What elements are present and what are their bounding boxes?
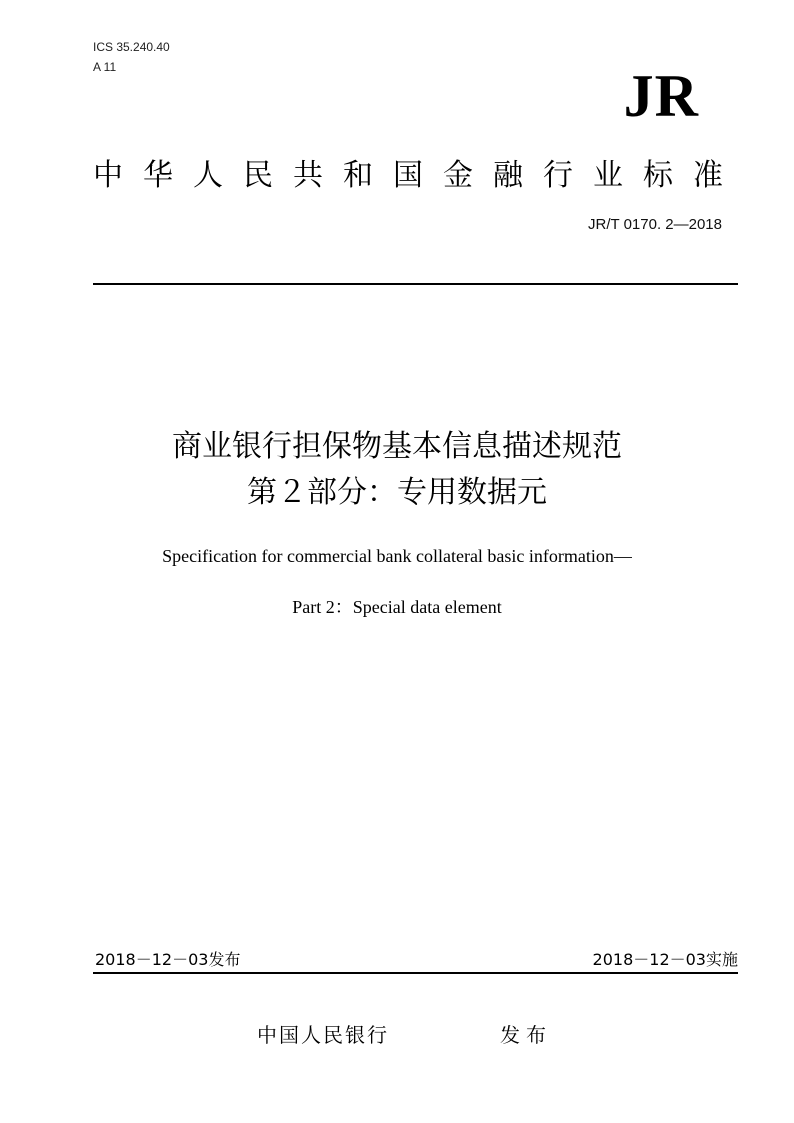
organization-title-char: 行 — [543, 158, 573, 193]
publish-date: 2018－12－03发布 — [95, 950, 241, 969]
organization-title-char: 准 — [693, 158, 723, 193]
organization-title-char: 国 — [393, 158, 423, 193]
organization-title-char: 金 — [443, 158, 473, 193]
title-en-line1: Specification for commercial bank collateral basic information— — [162, 546, 632, 566]
jr-logo: JR — [623, 63, 699, 129]
ics-code: ICS 35.240.40 — [93, 40, 170, 54]
title-en-line2: Part 2：Special data element — [292, 597, 502, 617]
issued-label: 发布 — [500, 1023, 552, 1047]
organization-title-char: 华 — [143, 158, 173, 193]
organization-title — [93, 156, 723, 196]
top-divider — [93, 283, 738, 285]
classification-code: A 11 — [93, 60, 117, 74]
document-number: JR/T 0170. 2—2018 — [588, 216, 722, 233]
organization-title-char: 和 — [343, 158, 373, 193]
organization-title-char: 民 — [243, 158, 273, 193]
title-cn-line2: 第２部分：专用数据元 — [247, 475, 547, 510]
organization-title-char: 融 — [493, 158, 523, 193]
implement-date: 2018－12－03实施 — [592, 950, 738, 969]
organization-title-char: 人 — [193, 158, 223, 193]
issuer-name: 中国人民银行 — [257, 1023, 389, 1047]
organization-title-char: 标 — [643, 158, 673, 193]
organization-title-char: 业 — [593, 158, 623, 193]
bottom-divider — [93, 972, 738, 974]
title-cn-line1: 商业银行担保物基本信息描述规范 — [172, 429, 622, 464]
organization-title-char: 共 — [293, 158, 323, 193]
organization-title-char: 中 — [93, 158, 123, 193]
